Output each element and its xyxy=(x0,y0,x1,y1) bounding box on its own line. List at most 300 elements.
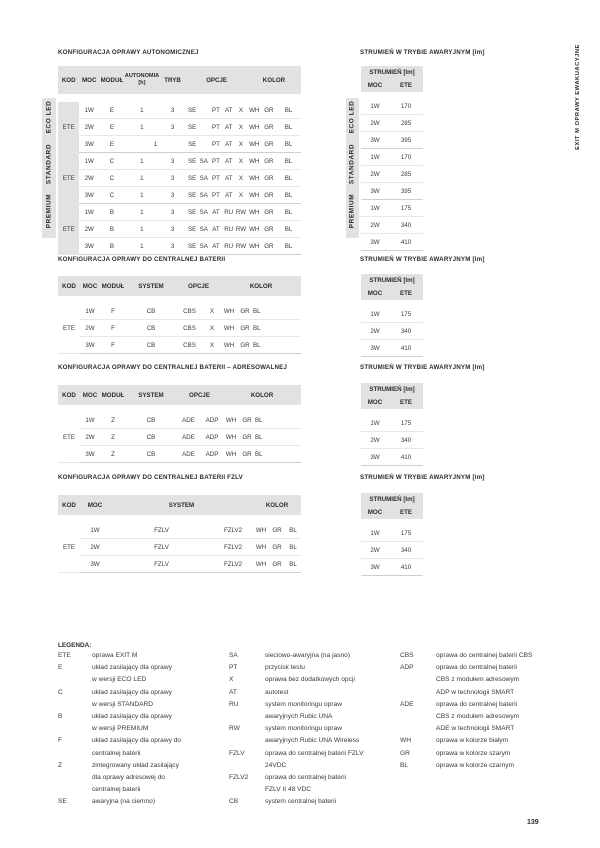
cell: CB xyxy=(126,412,176,429)
col-header: KOD xyxy=(58,66,79,95)
cell: GR xyxy=(237,337,253,354)
group-label-standard: STANDARD xyxy=(45,143,53,185)
cell: SA xyxy=(198,170,210,187)
cell: SE xyxy=(186,187,198,204)
kod-cell: ETE xyxy=(58,412,80,463)
cell: E xyxy=(99,136,125,153)
cell: BL xyxy=(285,522,301,539)
cell: 1 xyxy=(125,221,159,238)
side-label: EXIT M OPRAWY EWAKUACYJNE xyxy=(575,44,581,150)
cell: GR xyxy=(262,238,277,255)
cell: FZLV2 xyxy=(213,539,253,556)
kod-cell: ETE xyxy=(58,303,80,354)
cell: 1W xyxy=(79,204,99,221)
legend-description: ADP w technologii SMART xyxy=(436,688,515,696)
legend-code: CB xyxy=(229,798,239,806)
legend-description: przycisk testu xyxy=(265,664,305,672)
flux-header-ete: ETE xyxy=(389,287,423,300)
cell: 3 xyxy=(159,238,186,255)
cell: BL xyxy=(253,303,301,320)
cell: SE xyxy=(186,136,198,153)
flux-title: STRUMIEŃ W TRYBIE AWARYJNYM [lm] xyxy=(360,49,485,56)
cell: GR xyxy=(237,320,253,337)
cell: 3 xyxy=(159,170,186,187)
cell: 1W xyxy=(79,153,99,170)
legend-code: ADE xyxy=(400,700,414,708)
legend-description: awaryjnych Rubic UNA xyxy=(265,713,333,720)
cell: ADE xyxy=(176,446,201,463)
legend-title: LEGENDA: xyxy=(58,642,92,649)
cell: 3W xyxy=(80,556,110,573)
group-kod-cell: ETE xyxy=(58,153,79,204)
cell: E xyxy=(99,119,125,136)
legend-code: F xyxy=(58,737,63,745)
legend-code: Z xyxy=(58,761,63,769)
cell: GR xyxy=(262,102,277,119)
cell: WH xyxy=(253,556,269,573)
cell: PT xyxy=(210,153,223,170)
cell: 175 xyxy=(389,200,423,217)
col-header: KOD xyxy=(58,276,80,297)
cell: F xyxy=(100,320,126,337)
col-header: KOLOR xyxy=(221,276,301,297)
cell: WH xyxy=(247,102,262,119)
cell: 175 xyxy=(389,415,423,432)
legend-code: AT xyxy=(229,688,237,696)
cell: 175 xyxy=(389,525,423,542)
legend-description: dla oprawy adresowej do xyxy=(92,774,165,781)
flux-header: STRUMIEŃ [lm] xyxy=(361,383,423,396)
legend-code: ADP xyxy=(400,664,414,672)
cell: BL xyxy=(276,102,301,119)
legend-description: oprawa do centralnej baterii xyxy=(436,664,518,672)
cell: AT xyxy=(222,187,235,204)
config-table-central-battery xyxy=(58,276,301,354)
col-header: SYSTEM xyxy=(110,495,253,516)
cell: 3W xyxy=(79,187,99,204)
col-header: SYSTEM xyxy=(126,276,176,297)
flux-title: STRUMIEŃ W TRYBIE AWARYJNYM [lm] xyxy=(360,474,485,481)
cell: 340 xyxy=(389,217,423,234)
cell: CB xyxy=(126,337,176,354)
legend-description: układ zasilający dla oprawy do xyxy=(92,737,182,745)
legend-code: RW xyxy=(229,725,240,733)
cell: 410 xyxy=(389,340,423,357)
cell: ADP xyxy=(201,446,223,463)
cell: BL xyxy=(255,446,301,463)
cell: BL xyxy=(276,238,301,255)
cell: 1W xyxy=(361,415,389,432)
cell: BL xyxy=(276,204,301,221)
cell: RW xyxy=(235,221,247,238)
cell: ADE xyxy=(176,412,201,429)
legend-code: B xyxy=(58,713,63,720)
cell: CBS xyxy=(176,320,203,337)
legend-code: FZLV2 xyxy=(229,774,249,781)
cell: ADE xyxy=(176,429,201,446)
flux-header-ete: ETE xyxy=(389,79,423,92)
cell: GR xyxy=(262,136,277,153)
cell: CB xyxy=(126,320,176,337)
legend-description: centralnej baterii xyxy=(92,749,141,757)
cell: C xyxy=(99,153,125,170)
legend-description: CBS z modułem adresowym xyxy=(436,713,520,720)
cell: F xyxy=(100,337,126,354)
cell: WH xyxy=(221,337,237,354)
col-header: MODUŁ xyxy=(100,385,126,406)
cell: 3W xyxy=(80,446,100,463)
cell: 1 xyxy=(125,238,159,255)
cell: 1 xyxy=(125,119,159,136)
flux-table-central-battery xyxy=(361,274,423,357)
cell: GR xyxy=(239,429,255,446)
cell: PT xyxy=(210,170,223,187)
cell: X xyxy=(235,170,247,187)
cell: 175 xyxy=(389,306,423,323)
cell: GR xyxy=(269,539,285,556)
cell: Z xyxy=(100,412,126,429)
legend-code: SA xyxy=(229,652,238,659)
cell xyxy=(198,102,210,119)
cell: AT xyxy=(222,136,235,153)
cell: 170 xyxy=(389,149,423,166)
cell: SE xyxy=(186,170,198,187)
cell: RU xyxy=(222,238,235,255)
legend-code: BL xyxy=(400,761,409,769)
cell: CBS xyxy=(176,303,203,320)
col-header: MOC xyxy=(79,66,99,95)
cell: BL xyxy=(276,187,301,204)
kod-cell: ETE xyxy=(58,522,80,573)
cell: BL xyxy=(285,556,301,573)
cell: 3 xyxy=(159,153,186,170)
cell: 3W xyxy=(80,337,100,354)
cell: BL xyxy=(285,539,301,556)
cell: 1W xyxy=(361,525,389,542)
legend-description: oprawa do centralnej baterii xyxy=(265,774,347,781)
flux-table-fzlv xyxy=(361,493,423,576)
cell xyxy=(198,119,210,136)
col-header: KOLOR xyxy=(223,385,301,406)
flux-header: STRUMIEŃ [lm] xyxy=(361,274,423,287)
cell: WH xyxy=(247,204,262,221)
cell: FZLV2 xyxy=(213,556,253,573)
cell: GR xyxy=(237,303,253,320)
col-header: KOLOR xyxy=(253,495,301,516)
legend-description: układ zasilający dla oprawy xyxy=(92,688,172,696)
cell: 1 xyxy=(125,170,159,187)
cell: WH xyxy=(247,136,262,153)
cell: 3 xyxy=(159,204,186,221)
cell: CBS xyxy=(176,337,203,354)
cell xyxy=(198,136,210,153)
legend-description: zintegrowany układ zasilający xyxy=(92,761,179,769)
flux-group-label-eco-led: ECO LED xyxy=(348,100,356,134)
cell: WH xyxy=(247,221,262,238)
cell: PT xyxy=(210,187,223,204)
cell: 1 xyxy=(125,187,159,204)
col-header: MOC xyxy=(80,495,110,516)
group-kod-cell: ETE xyxy=(58,204,79,255)
cell: X xyxy=(235,153,247,170)
legend-code: WH xyxy=(400,737,411,745)
cell: 2W xyxy=(361,217,389,234)
cell: BL xyxy=(276,221,301,238)
legend-description: FZLV II 48 VDC xyxy=(265,786,312,794)
cell: BL xyxy=(255,429,301,446)
col-header: MOC xyxy=(80,276,100,297)
cell: AT xyxy=(222,102,235,119)
cell: WH xyxy=(221,303,237,320)
cell: GR xyxy=(239,412,255,429)
cell: 3W xyxy=(361,183,389,200)
cell: 3W xyxy=(361,449,389,466)
cell: 3 xyxy=(159,221,186,238)
cell: 3W xyxy=(361,132,389,149)
cell: AT xyxy=(210,221,223,238)
cell: B xyxy=(99,221,125,238)
cell: 2W xyxy=(79,119,99,136)
col-header: MOC xyxy=(80,385,100,406)
cell: BL xyxy=(253,320,301,337)
cell: WH xyxy=(247,119,262,136)
col-header: KOD xyxy=(58,495,80,516)
section-title: KONFIGURACJA OPRAWY DO CENTRALNEJ BATERII FZLV xyxy=(58,474,243,481)
cell: GR xyxy=(262,204,277,221)
flux-title: STRUMIEŃ W TRYBIE AWARYJNYM [lm] xyxy=(360,364,485,371)
col-header: SYSTEM xyxy=(126,385,176,406)
cell: 3W xyxy=(361,340,389,357)
cell: SA xyxy=(198,221,210,238)
cell: SA xyxy=(198,187,210,204)
config-table-fzlv xyxy=(58,495,301,573)
cell: 1W xyxy=(79,102,99,119)
cell: BL xyxy=(276,153,301,170)
legend-code: C xyxy=(58,688,63,696)
cell: GR xyxy=(262,221,277,238)
cell: SE xyxy=(186,238,198,255)
flux-table-autonomous xyxy=(361,66,423,251)
legend-description: CBS z modułem adresowym xyxy=(436,676,520,684)
flux-header-moc: MOC xyxy=(361,396,389,409)
legend-description: system centralnej baterii xyxy=(265,798,337,806)
section-title: KONFIGURACJA OPRAWY AUTONOMICZNEJ xyxy=(58,49,199,56)
legend-description: 24VDC xyxy=(265,761,287,769)
cell: CB xyxy=(126,446,176,463)
legend-description: system monitoringu opraw xyxy=(265,700,342,708)
cell: PT xyxy=(210,102,223,119)
config-table-addressable xyxy=(58,385,301,463)
legend-description: oprawa w kolorze białym xyxy=(436,737,509,745)
cell: WH xyxy=(221,320,237,337)
cell: 1W xyxy=(80,522,110,539)
cell: 2W xyxy=(79,170,99,187)
cell: X xyxy=(203,337,221,354)
group-label-eco-led: ECO LED xyxy=(45,100,53,134)
cell: AT xyxy=(210,238,223,255)
cell: WH xyxy=(223,412,239,429)
legend-code: ETE xyxy=(58,652,71,659)
cell: 285 xyxy=(389,166,423,183)
legend-description: sieciowo-awaryjna (na jasno) xyxy=(265,652,351,659)
cell: 3W xyxy=(79,238,99,255)
flux-header-ete: ETE xyxy=(389,506,423,519)
cell: FZLV xyxy=(110,522,213,539)
col-header: KOD xyxy=(58,385,80,406)
cell: 285 xyxy=(389,115,423,132)
cell: BL xyxy=(276,119,301,136)
cell: 1 xyxy=(125,204,159,221)
legend-description: oprawa do centralnej baterii FZLV xyxy=(265,749,364,757)
cell: 2W xyxy=(79,221,99,238)
cell: 2W xyxy=(80,429,100,446)
cell: AT xyxy=(222,170,235,187)
legend-description: awaryjna (na ciemno) xyxy=(92,798,156,806)
cell: X xyxy=(203,303,221,320)
cell: X xyxy=(203,320,221,337)
cell: RU xyxy=(222,204,235,221)
cell: FZLV xyxy=(110,539,213,556)
cell: 395 xyxy=(389,183,423,200)
flux-header: STRUMIEŃ [lm] xyxy=(361,493,423,506)
flux-title: STRUMIEŃ W TRYBIE AWARYJNYM [lm] xyxy=(360,256,485,263)
cell: 1 xyxy=(125,102,159,119)
cell: 1W xyxy=(80,303,100,320)
cell: SA xyxy=(198,204,210,221)
col-header: TRYB xyxy=(159,66,186,95)
cell: GR xyxy=(269,522,285,539)
legend-code: E xyxy=(58,664,63,672)
legend-code: RU xyxy=(229,700,239,708)
cell: 3W xyxy=(361,234,389,251)
cell: F xyxy=(100,303,126,320)
cell: C xyxy=(99,187,125,204)
legend-code: FZLV xyxy=(229,749,245,757)
flux-table-addressable xyxy=(361,383,423,466)
cell: SA xyxy=(198,153,210,170)
cell: Z xyxy=(100,429,126,446)
flux-group-label-standard: STANDARD xyxy=(348,143,356,185)
cell: B xyxy=(99,204,125,221)
cell: WH xyxy=(253,522,269,539)
col-header: AUTONOMIA [h] xyxy=(125,66,159,95)
cell: 2W xyxy=(361,432,389,449)
cell: ADP xyxy=(201,429,223,446)
cell: 1W xyxy=(361,200,389,217)
cell: 410 xyxy=(389,449,423,466)
cell: CB xyxy=(126,429,176,446)
cell: 170 xyxy=(389,98,423,115)
cell: GR xyxy=(239,446,255,463)
cell: 3 xyxy=(159,119,186,136)
cell: 3 xyxy=(159,187,186,204)
cell: WH xyxy=(247,238,262,255)
legend-description: oprawa w kolorze szarym xyxy=(436,749,511,757)
cell: AT xyxy=(222,119,235,136)
cell: PT xyxy=(210,119,223,136)
cell: 410 xyxy=(389,234,423,251)
cell: C xyxy=(99,170,125,187)
cell: 2W xyxy=(361,115,389,132)
cell: 3 xyxy=(159,102,186,119)
legend-description: oprawa do centralnej baterii CBS xyxy=(436,652,533,659)
legend-description: w wersji STANDARD xyxy=(92,700,154,708)
flux-header-moc: MOC xyxy=(361,79,389,92)
group-kod-cell: ETE xyxy=(58,102,79,153)
cell: 3W xyxy=(79,136,99,153)
cell: RU xyxy=(222,221,235,238)
cell: GR xyxy=(262,119,277,136)
cell: WH xyxy=(247,153,262,170)
cell: X xyxy=(235,136,247,153)
cell: WH xyxy=(247,187,262,204)
col-header: MODUŁ xyxy=(99,66,125,95)
cell: 2W xyxy=(361,166,389,183)
legend-code: CBS xyxy=(400,652,414,659)
cell: 1W xyxy=(361,306,389,323)
page-number: 139 xyxy=(527,819,539,826)
legend-description: oprawa w kolorze czarnym xyxy=(436,761,515,769)
cell: 2W xyxy=(361,542,389,559)
legend-description: układ zasilający dla oprawy xyxy=(92,713,172,720)
col-header: MODUŁ xyxy=(100,276,126,297)
cell: BL xyxy=(276,170,301,187)
cell: 3W xyxy=(361,559,389,576)
cell: GR xyxy=(262,170,277,187)
cell: 410 xyxy=(389,559,423,576)
cell: 1 xyxy=(125,136,186,153)
cell: 340 xyxy=(389,323,423,340)
cell: AT xyxy=(210,204,223,221)
legend-description: w wersji PREMIUM xyxy=(92,725,149,733)
cell: 2W xyxy=(80,320,100,337)
cell: BL xyxy=(253,337,301,354)
cell: 1W xyxy=(361,149,389,166)
cell: 2W xyxy=(80,539,110,556)
cell: 1 xyxy=(125,153,159,170)
cell: Z xyxy=(100,446,126,463)
legend-description: awaryjnych Rubic UNA Wireless xyxy=(265,737,360,745)
flux-header-moc: MOC xyxy=(361,506,389,519)
cell: 340 xyxy=(389,542,423,559)
col-header: OPCJE xyxy=(176,276,221,297)
cell: RW xyxy=(235,204,247,221)
flux-header: STRUMIEŃ [lm] xyxy=(361,66,423,79)
legend-code: GR xyxy=(400,749,410,757)
legend-code: X xyxy=(229,676,234,684)
legend-description: oprawa EXIT M xyxy=(92,652,138,659)
cell: WH xyxy=(223,429,239,446)
legend-description: ADE w technologii SMART xyxy=(436,725,515,733)
cell: 340 xyxy=(389,432,423,449)
cell: PT xyxy=(210,136,223,153)
config-table-autonomous xyxy=(58,66,301,255)
group-label-premium: PREMIUM xyxy=(45,193,53,229)
cell: BL xyxy=(255,412,301,429)
legend-code: PT xyxy=(229,664,238,672)
cell: SA xyxy=(198,238,210,255)
cell: 1W xyxy=(361,98,389,115)
legend-description: system monitoringu opraw xyxy=(265,725,342,733)
cell: WH xyxy=(223,446,239,463)
cell: GR xyxy=(262,187,277,204)
cell: X xyxy=(235,102,247,119)
cell: E xyxy=(99,102,125,119)
col-header: KOLOR xyxy=(247,66,301,95)
section-title: KONFIGURACJA OPRAWY DO CENTRALNEJ BATERII xyxy=(58,256,226,263)
flux-header-moc: MOC xyxy=(361,287,389,300)
cell: RW xyxy=(235,238,247,255)
